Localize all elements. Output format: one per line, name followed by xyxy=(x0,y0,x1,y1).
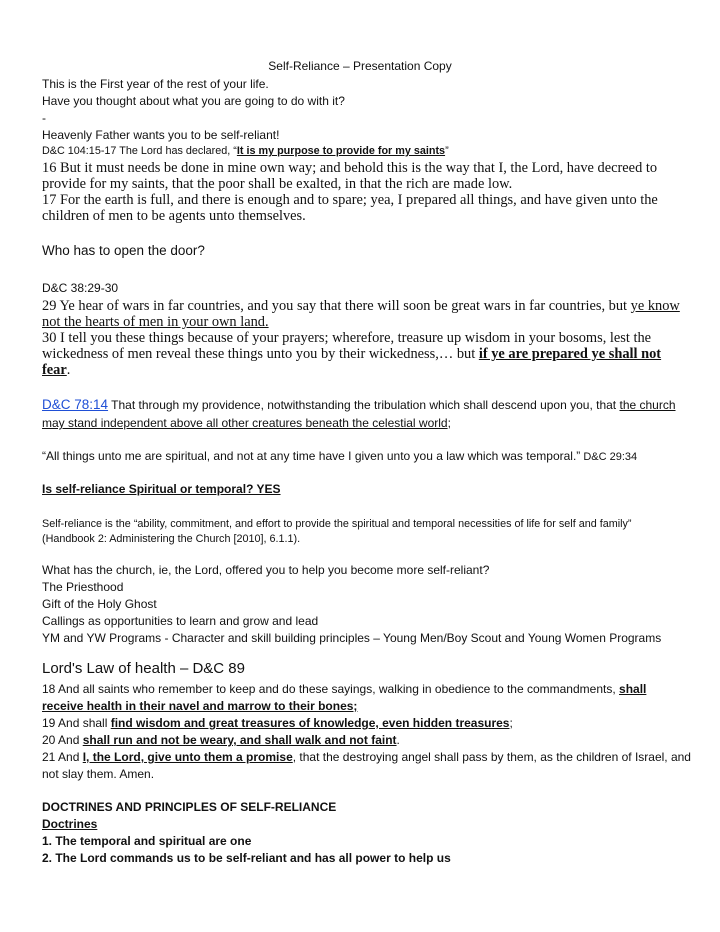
dc38-v30-line-2: wickedness of men reveal these things unto you by their wickedness,… but if ye are prepared ye shall not xyxy=(42,346,662,362)
dc38-reference: D&C 38:29-30 xyxy=(42,281,119,295)
dc104-reference: D&C 104:15-17 The Lord has declared, “It is my purpose to provide for my saints” xyxy=(42,145,449,157)
page-title: Self-Reliance – Presentation Copy xyxy=(268,59,452,73)
doctrine-item-2: 2. The Lord commands us to be self-reliant and has all power to help us xyxy=(42,851,451,865)
spiritual-temporal-question: Is self-reliance Spiritual or temporal? YES xyxy=(42,482,281,496)
church-help-question: What has the church, ie, the Lord, offered you to help you become more self-reliant? xyxy=(42,563,490,577)
dc104-key-quote: It is my purpose to provide for my saints xyxy=(236,145,446,157)
dc89-v21-line-2: not slay them. Amen. xyxy=(42,767,155,781)
intro-line-1: This is the First year of the rest of your life. xyxy=(42,77,269,91)
list-item: Callings as opportunities to learn and grow and lead xyxy=(42,614,319,628)
list-item: Gift of the Holy Ghost xyxy=(42,597,157,611)
dc104-v17-line-2: children of men to be agents unto themselves. xyxy=(42,208,306,224)
dc89-v19: 19 And shall find wisdom and great treasures of knowledge, even hidden treasures; xyxy=(42,716,513,730)
intro-line-2: Have you thought about what you are going to do with it? xyxy=(42,94,345,108)
dc78-line-2: may stand independent above all other creatures beneath the celestial world; xyxy=(42,416,451,430)
doctrines-heading: DOCTRINES AND PRINCIPLES OF SELF-RELIANCE xyxy=(42,800,337,814)
dc104-v16-line-2: provide for my saints, that the poor shall be exalted, in that the rich are made low. xyxy=(42,176,513,192)
dc38-v30-line-3: fear. xyxy=(42,362,71,378)
dc89-v18-line-1: 18 And all saints who remember to keep and do these sayings, walking in obedience to the commandments, shall xyxy=(42,682,647,696)
intro-line-4: Heavenly Father wants you to be self-reliant! xyxy=(42,128,280,142)
dc78-line-1: D&C 78:14 That through my providence, notwithstanding the tribulation which shall descend upon you, that the church xyxy=(42,397,676,412)
definition-line-1: Self-reliance is the “ability, commitment, and effort to provide the spiritual and temporal necessities of life for self and family” xyxy=(42,518,632,530)
intro-line-3: - xyxy=(42,111,46,125)
door-question: Who has to open the door? xyxy=(42,243,205,258)
law-of-health-heading: Lord's Law of health – D&C 89 xyxy=(42,660,245,677)
dc38-v29-line-1: 29 Ye hear of wars in far countries, and you say that there will soon be great wars in far countries, but ye know xyxy=(42,298,680,314)
doctrines-subheading: Doctrines xyxy=(42,817,98,831)
dc89-v20: 20 And shall run and not be weary, and shall walk and not faint. xyxy=(42,733,400,747)
dc89-v18-line-2: receive health in their navel and marrow to their bones; xyxy=(42,699,358,713)
dc78-link[interactable]: D&C 78:14 xyxy=(42,397,109,412)
dc104-v16-line-1: 16 But it must needs be done in mine own way; and behold this is the way that I, the Lord, have decreed to xyxy=(42,160,658,176)
dc38-v30-line-1: 30 I tell you these things because of your prayers; wherefore, treasure up wisdom in your bosoms, lest the xyxy=(42,330,652,346)
doctrine-item-1: 1. The temporal and spiritual are one xyxy=(42,834,252,848)
list-item: The Priesthood xyxy=(42,580,124,594)
list-item: YM and YW Programs - Character and skill building principles – Young Men/Boy Scout and Young Women Programs xyxy=(42,631,662,645)
dc38-v29-line-2: not the hearts of men in your own land. xyxy=(42,314,269,330)
definition-line-2: (Handbook 2: Administering the Church [2010], 6.1.1). xyxy=(42,533,301,545)
dc29-quote: “All things unto me are spiritual, and not at any time have I given unto you a law which was temporal.” D&C 29:34 xyxy=(42,449,638,463)
dc104-v17-line-1: 17 For the earth is full, and there is enough and to spare; yea, I prepared all things, and have given unto the xyxy=(42,192,658,208)
dc89-v21-line-1: 21 And I, the Lord, give unto them a promise, that the destroying angel shall pass by them, as the children of Israel, and xyxy=(42,750,691,764)
